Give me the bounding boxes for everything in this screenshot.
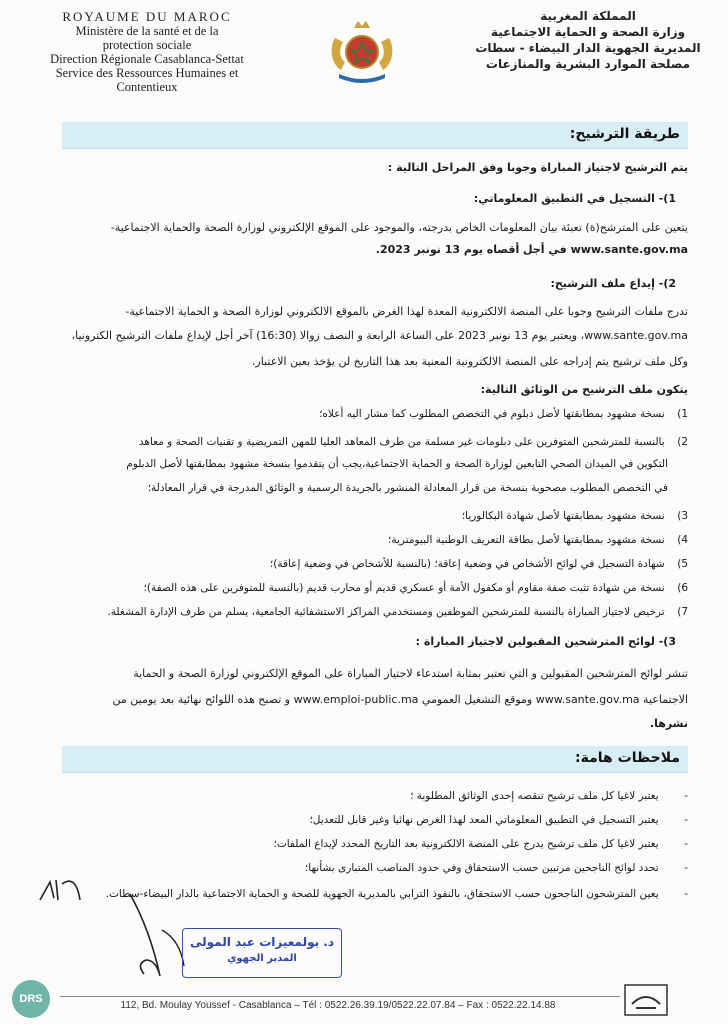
note-item <box>60 810 688 830</box>
step3-text-line-3: نشرها. <box>649 717 688 730</box>
note-item <box>60 858 688 878</box>
note-item <box>60 834 688 854</box>
document-text: نسخة مشهود بمطابقتها لأصل شهادة البكالوريا؛ <box>461 510 665 522</box>
document-number: 5) <box>677 558 688 570</box>
direction-name-ar: المديرية الجهوية الدار البيضاء - سطات <box>475 41 701 55</box>
document-item <box>60 404 688 424</box>
document-item <box>60 602 688 622</box>
section-title-notes: ملاحظات هامة: <box>575 750 680 766</box>
note-bullet: - <box>684 862 688 874</box>
step3-text-line-2: الاجتماعية www.sante.gov.ma وموقع التشغيل العمومي www.emploi-public.ma و تصبح هذه اللوائح نهائية بعد يومين من <box>112 693 688 706</box>
service-name-ar: مصلحة الموارد البشرية والمنازعات <box>485 57 691 71</box>
document-number: 7) <box>677 606 688 618</box>
step2-title: 2)- إيداع ملف الترشيح: <box>550 277 676 290</box>
document-item <box>60 506 688 526</box>
section-bar-notes <box>62 746 688 773</box>
drs-logo: DRS <box>12 980 50 1018</box>
service-line-2: Contentieux <box>116 80 178 94</box>
document-text: التكوين في الميدان الصحي التابعين لوزارة الصحة و الحماية الاجتماعية،يجب أن يتقدموا بنسخة مشهود بمطابقتها لأصل الدبلوم <box>126 458 668 470</box>
step1-text-line-2: www.sante.gov.ma في أجل أقصاه يوم 13 نونبر 2023. <box>375 243 688 256</box>
document-text: شهادة التسجيل في لوائح الأشخاص في وضعية إعاقة؛ (بالنسبة للأشخاص في وضعية إعاقة)؛ <box>269 558 665 570</box>
document-text: نسخة مشهود بمطابقتها لأصل دبلوم في التخصص المطلوب كما مشار اليه أعلاه؛ <box>319 408 665 420</box>
document-number: 1) <box>677 408 688 420</box>
step1-title: 1)- التسجيل في التطبيق المعلوماتي: <box>473 192 676 205</box>
document-item <box>60 530 688 550</box>
document-item <box>60 578 688 598</box>
document-text: نسخة مشهود بمطابقتها لأصل بطاقة التعريف الوطنية البيومترية؛ <box>388 534 665 546</box>
kingdom-name-ar: المملكة المغربية <box>540 9 636 23</box>
note-bullet: - <box>684 838 688 850</box>
initials-signature-icon <box>36 870 86 910</box>
director-stamp <box>182 928 342 978</box>
document-item <box>60 554 688 574</box>
document-text: في التخصص المطلوب مصحوبة بنسخة من قرار المعادلة المنشور بالجريدة الرسمية و الوثائق المدرجة في قرار المعادلة؛ <box>147 482 668 494</box>
note-text: يعين المترشحون الناجحون حسب الاستحقاق، بالنفوذ الترابي بالمديرية الجهوية للصحة و الحماية الاجتماعية بالدار البيضاء-سطات. <box>105 888 659 900</box>
note-bullet: - <box>684 888 688 900</box>
step2-text-line-1: تدرج ملفات الترشيح وجوبا على المنصة الالكترونية المعدة لهذا الغرض بالموقع الالكتروني لوزارة الصحة و الحماية الاجتماعية- <box>125 305 688 318</box>
step2-text-line-2: www.sante.gov.ma، ويعتبر يوم 13 نونبر 2023 على الساعة الرابعة و النصف زوالا (16:30) آخر أجل لإيداع ملفات الترشيح الكترونيا، <box>71 329 688 342</box>
note-text: يعتبر التسجيل في التطبيق المعلوماتي المعد لهذا الغرض نهائيا وغير قابل للتعديل؛ <box>309 814 659 826</box>
document-text: ترخيص لاجتياز المباراة بالنسبة للمترشحين الموظفين ومستخدمي المراكز الاستشفائية الجامعية، يسلم من طرف الإدارة المشغلة. <box>107 606 665 618</box>
document-number: 6) <box>677 582 688 594</box>
document-number: 2) <box>677 436 688 448</box>
ministry-line-1: Ministère de la santé et de la <box>75 24 219 38</box>
ministry-name-ar: وزارة الصحة و الحماية الاجتماعية <box>490 25 686 39</box>
document-item-continued <box>60 478 688 498</box>
section-title-application: طريقة الترشيح: <box>569 126 680 142</box>
ministry-logo-icon <box>622 982 670 1018</box>
document-number: 4) <box>677 534 688 546</box>
step2-text-line-3: وكل ملف ترشيح يتم إدراجه على المنصة الالكترونية المعنية بعد هذا التاريخ لن يؤخذ بعين الاعتبار. <box>251 355 688 368</box>
documents-list <box>60 404 688 624</box>
document-number: 3) <box>677 510 688 522</box>
note-bullet: - <box>684 790 688 802</box>
step3-text-line-1: تنشر لوائح المترشحين المقبولين و التي تعتبر بمثابة استدعاء لاجتياز المباراة على الموقع الإلكتروني لوزارة الصحة و الحماية <box>133 667 688 680</box>
note-text: تحدد لوائح الناجحين مرتبين حسب الاستحقاق وفي حدود المناصب المتبارى بشأنها؛ <box>304 862 659 874</box>
document-item-continued <box>60 454 688 474</box>
ministry-line-2: protection sociale <box>102 38 192 52</box>
footer-divider <box>60 996 620 997</box>
documents-title: يتكون ملف الترشيح من الوثائق التالية: <box>480 383 688 396</box>
header-arabic <box>468 8 708 72</box>
footer-address: 112, Bd. Moulay Youssef - Casablanca – Tél : 0522.26.39.19/0522.22.07.84 – Fax : 0522.22.14.88 <box>120 1000 556 1011</box>
document-text: نسخة من شهادة تثبت صفة مقاوم أو مكفول الأمة أو عسكري قديم أو محارب قديم (بالنسبة للمتوفرين على هذه الصفة)؛ <box>143 582 665 594</box>
note-item <box>60 786 688 806</box>
direction-line: Direction Régionale Casablanca-Settat <box>50 52 244 66</box>
handwritten-signature-icon <box>120 890 190 980</box>
service-line-1: Service des Ressources Humaines et <box>55 66 239 80</box>
stamp-name: د. بولمعيزات عبد المولى <box>190 935 334 949</box>
step3-title: 3)- لوائح المترشحين المقبولين لاجتياز المباراة : <box>415 635 676 648</box>
document-text: بالنسبة للمترشحين المتوفرين على دبلومات غير مسلمة من طرف المعاهد العليا للمهن التمريضية و تقنيات الصحة و معاهد <box>138 436 665 448</box>
note-text: يعتبر لاغيا كل ملف ترشيح يدرج على المنصة الالكترونية بعد التاريخ المحدد لإيداع الملفات؛ <box>273 838 659 850</box>
note-text: يعتبر لاغيا كل ملف ترشيح تنقصه إحدى الوثائق المطلوبة ؛ <box>410 790 659 802</box>
kingdom-name: ROYAUME DU MAROC <box>62 9 232 24</box>
document-item <box>60 432 688 452</box>
step1-text-line-1: يتعين على المترشح(ة) تعبئة بيان المعلومات الخاص بدرجته، والموجود على الموقع الإلكتروني لوزارة الصحة والحماية الاجتماعية- <box>110 221 688 234</box>
header-french <box>22 10 272 94</box>
stamp-role: المدير الجهوي <box>227 953 297 964</box>
section-bar-application <box>62 122 688 149</box>
royal-emblem-icon <box>327 18 397 84</box>
note-bullet: - <box>684 814 688 826</box>
intro-text: يتم الترشيح لاجتياز المباراة وجوبا وفق المراحل التالية : <box>387 161 688 174</box>
